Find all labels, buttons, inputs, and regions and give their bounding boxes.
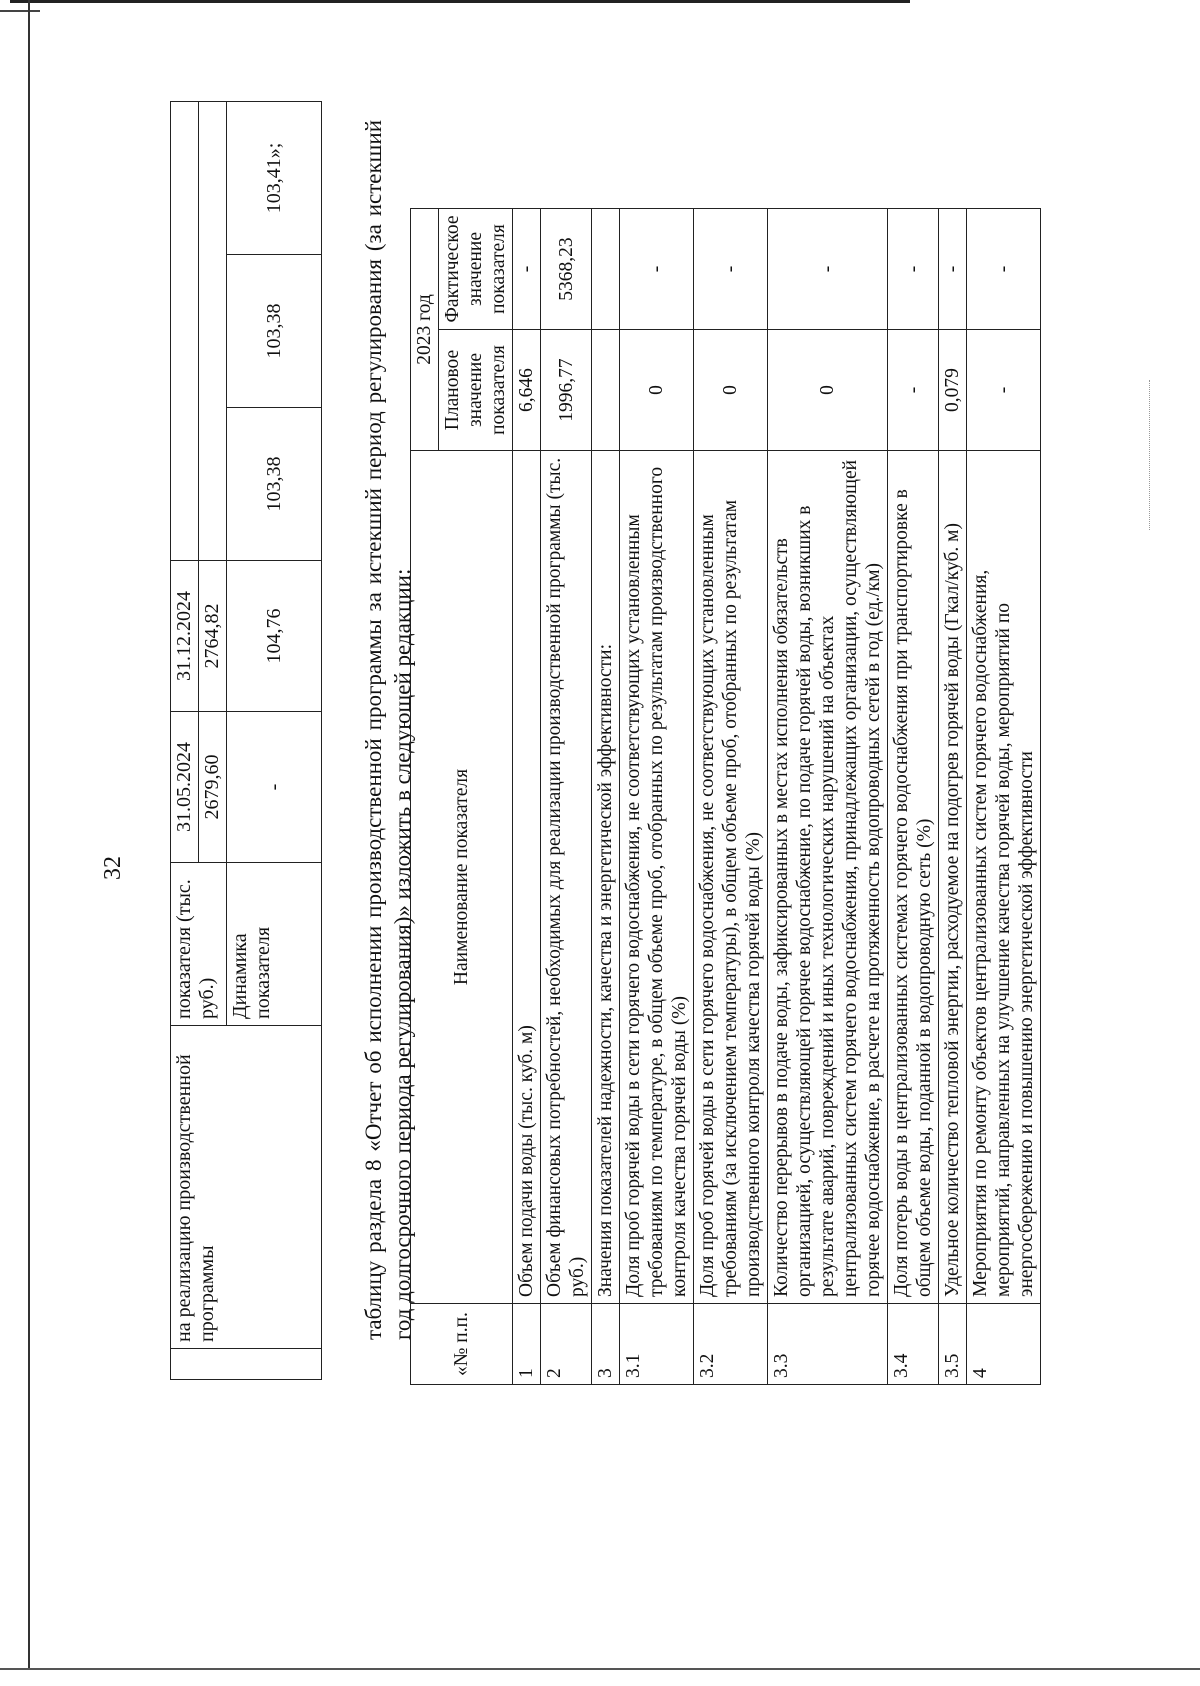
row-name: Удельное количество тепловой энергии, расходуемое на подогрев горячей воды (Гкал/куб. м)	[939, 451, 967, 1304]
amount-cell: 2764,82	[199, 561, 227, 712]
section-intro-text: таблицу раздела 8 «Отчет об исполнении производственной программы за истекший период регулирования (за истекший год долгосрочного периода регулирования)» изложить в следующей редакции:	[361, 120, 415, 1340]
scan-edge-top	[10, 0, 910, 3]
plan-value: 0,079	[939, 330, 967, 451]
table-row	[694, 209, 768, 1385]
scan-edge-left	[28, 0, 30, 1670]
plan-value: 0	[620, 330, 694, 451]
plan-value: 0	[694, 330, 768, 451]
row-number: 3	[592, 1304, 620, 1385]
fact-value: -	[939, 209, 967, 330]
row-number: 4	[967, 1304, 1041, 1385]
row-name: Доля проб горячей воды в сети горячего водоснабжения, не соответствующих установленным требованиям по температуре, в общем объеме проб, отобранных по результатам производственного контроля качества горячей воды (%)	[620, 451, 694, 1304]
fact-value: -	[694, 209, 768, 330]
fact-value: 5368,23	[541, 209, 592, 330]
dynamics-label: Динамика показателя	[227, 863, 322, 1026]
fact-value: -	[620, 209, 694, 330]
table-row	[541, 209, 592, 1385]
header-number: «№ п.п.	[411, 1304, 513, 1385]
row-number: 3.5	[939, 1304, 967, 1385]
fact-value: -	[768, 209, 888, 330]
table-cell	[171, 102, 199, 561]
dynamics-value: -	[227, 712, 322, 863]
row-name: Доля потерь воды в централизованных системах горячего водоснабжения при транспортировке в общем объеме воды, поданной в водопроводную сеть (%)	[888, 451, 939, 1304]
fact-value: -	[888, 209, 939, 330]
fact-value	[592, 209, 620, 330]
program-description: на реализацию производственной программы	[171, 1026, 322, 1349]
page-number: 32	[100, 856, 126, 880]
row-name: Объем финансовых потребностей, необходимых для реализации производственной программы (тыс. руб.)	[541, 451, 592, 1304]
row-number: 3.1	[620, 1304, 694, 1385]
table-row	[768, 209, 888, 1385]
header-name: Наименование показателя	[411, 451, 513, 1304]
table-cell	[171, 1349, 322, 1380]
header-year: 2023 год	[411, 209, 439, 451]
plan-value: 1996,77	[541, 330, 592, 451]
plan-value: 0	[768, 330, 888, 451]
row-number: 3.2	[694, 1304, 768, 1385]
row-name: Количество перерывов в подаче воды, зафиксированных в местах исполнения обязательств организацией, осуществляющей горячее водоснабжение, по подаче горячей воды, возникших в результате аварий, повреждений и иных технологических нарушений на объектах централизованных систем горячего водоснабжения, принадлежащих организации, осуществляющей горячее водоснабжение, в расчете на протяженность водопроводных сетей в год (ед./км)	[768, 451, 888, 1304]
row-number: 1	[513, 1304, 541, 1385]
plan-value: -	[967, 330, 1041, 451]
scan-edge-top-mark	[0, 10, 40, 12]
dynamics-value: 103,38	[227, 408, 322, 561]
row-name: Доля проб горячей воды в сети горячего водоснабжения, не соответствующих установленным требованиям (за исключением температуры), в общем объеме проб, отобранных по результатам производственного контроля качества горячей воды (%)	[694, 451, 768, 1304]
table-row	[939, 209, 967, 1385]
table-row	[513, 209, 541, 1385]
row-name: Объем подачи воды (тыс. куб. м)	[513, 451, 541, 1304]
rotated-page	[60, 40, 1140, 1640]
dynamics-value: 103,41»;	[227, 102, 322, 255]
date-cell: 31.12.2024	[171, 561, 199, 712]
plan-value: -	[888, 330, 939, 451]
row-number: 2	[541, 1304, 592, 1385]
indicator-label: показателя (тыс. руб.)	[171, 863, 227, 1026]
header-fact: Фактическое значение показателя	[439, 209, 513, 330]
table-row	[620, 209, 694, 1385]
scan-noise	[1149, 380, 1180, 530]
fact-value: -	[967, 209, 1041, 330]
plan-value: 6,646	[513, 330, 541, 451]
header-plan: Плановое значение показателя	[439, 330, 513, 451]
scan-edge-bottom	[0, 1668, 1200, 1670]
amount-cell: 2679,60	[199, 712, 227, 863]
fact-value: -	[513, 209, 541, 330]
dynamics-value: 104,76	[227, 561, 322, 712]
row-number: 3.3	[768, 1304, 888, 1385]
table-header-row	[411, 209, 439, 1385]
row-number: 3.4	[888, 1304, 939, 1385]
date-cell: 31.05.2024	[171, 712, 199, 863]
table-row	[171, 102, 199, 1380]
program-cost-table	[170, 101, 322, 1380]
plan-value	[592, 330, 620, 451]
row-name: Значения показателей надежности, качества и энергетической эффективности:	[592, 451, 620, 1304]
production-program-report-table	[410, 208, 1041, 1385]
table-cell	[199, 102, 227, 561]
table-row	[967, 209, 1041, 1385]
dynamics-value: 103,38	[227, 255, 322, 408]
row-name: Мероприятия по ремонту объектов централизованных систем горячего водоснабжения, мероприятий, направленных на улучшение качества горячей воды, мероприятий по энергосбережению и повышению энергетической эффективности	[967, 451, 1041, 1304]
table-row	[592, 209, 620, 1385]
table-row	[888, 209, 939, 1385]
